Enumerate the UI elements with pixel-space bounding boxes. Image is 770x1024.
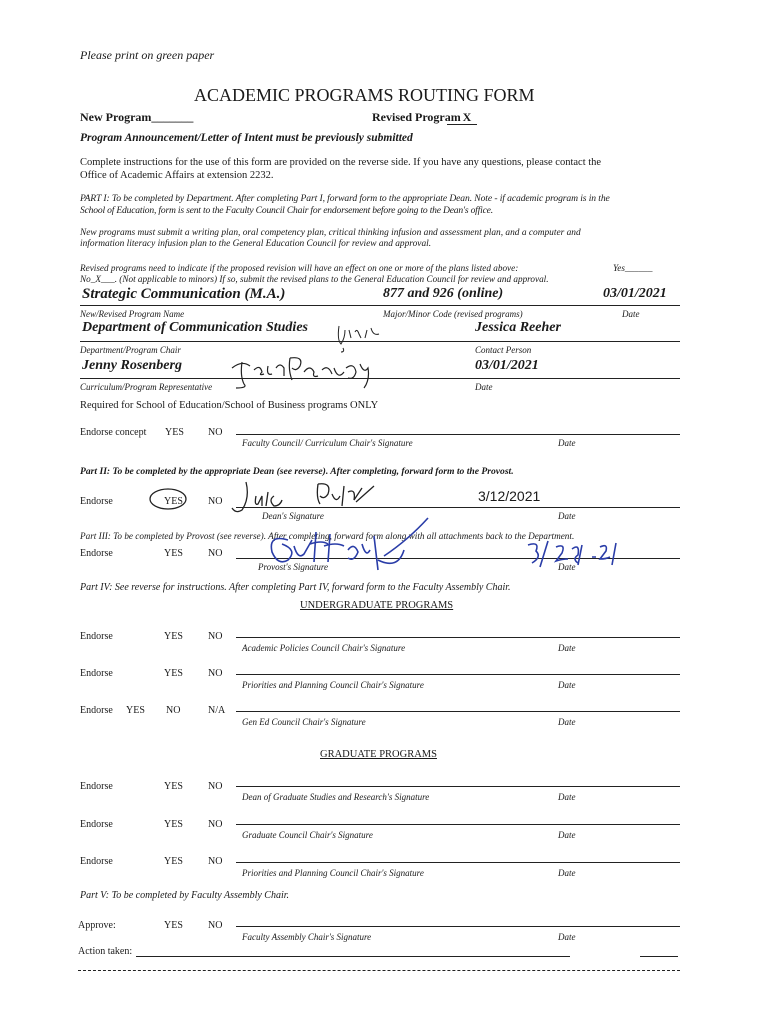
dean-grad-sig-label: Dean of Graduate Studies and Research's Signature [242,792,430,802]
dean-endorse-label: Endorse [80,496,113,507]
program-date-value[interactable]: 03/01/2021 [603,286,667,301]
ppc-sig-label: Priorities and Planning Council Chair's Signature [242,680,424,690]
grad-ppc-endorse-label: Endorse [80,856,113,867]
curriculum-rep-value[interactable]: Jenny Rosenberg [82,358,182,373]
grad-ppc-sig-label: Priorities and Planning Council Chair's Signature [242,868,424,878]
apc-yes[interactable]: YES [164,631,183,642]
revised-program-label: Revised Program [372,110,461,124]
approve-no[interactable]: NO [208,920,223,931]
curriculum-date-label: Date [475,382,493,392]
edu-required-note: Required for School of Education/School of Business programs ONLY [80,400,379,411]
ppc-no[interactable]: NO [208,668,223,679]
part5-heading: Part V: To be completed by Faculty Assembly Chair. [80,890,290,901]
newprog-line-2: information literacy infusion plan to the General Education Council for review and approval. [80,239,432,249]
curriculum-rep-signature [228,350,378,392]
gened-endorse-label: Endorse [80,705,113,716]
fa-date-label: Date [558,932,576,942]
gened-no[interactable]: NO [166,705,181,716]
apc-sig-label: Academic Policies Council Chair's Signature [242,643,406,653]
instructions-line-2: Office of Academic Affairs at extension 2232. [80,170,274,181]
chair-signature [333,318,383,354]
grad-ppc-no[interactable]: NO [208,856,223,867]
program-date-label: Date [622,309,640,319]
department-label: Department/Program Chair [80,345,181,355]
gened-sig-label: Gen Ed Council Chair's Signature [242,717,366,727]
dean-grad-yes[interactable]: YES [164,781,183,792]
grad-council-endorse-label: Endorse [80,819,113,830]
revised-line-2: No_X___. (Not applicable to minors) If so, submit the revised plans to the General Education Council for review and approval. [80,274,549,284]
dean-grad-endorse-label: Endorse [80,781,113,792]
ppc-endorse-label: Endorse [80,668,113,679]
endorse-concept-yes[interactable]: YES [165,427,184,438]
endorse-concept-no[interactable]: NO [208,427,223,438]
revised-program-mark[interactable]: X [462,110,472,124]
faculty-council-sig-label: Faculty Council/ Curriculum Chair's Signature [242,438,413,448]
instructions-line-1: Complete instructions for the use of this form are provided on the reverse side. If you have any questions, please contact the [80,157,602,168]
provost-signature [258,510,458,580]
gened-na[interactable]: N/A [208,705,226,716]
ppc-date-label: Date [558,680,576,690]
endorse-concept-label: Endorse concept [80,427,147,438]
revised-yes-field[interactable]: Yes______ [613,263,653,273]
dean-grad-no[interactable]: NO [208,781,223,792]
grad-ppc-yes[interactable]: YES [164,856,183,867]
grad-ppc-date-label: Date [558,868,576,878]
new-program-field[interactable]: New Program_______ [80,110,194,124]
department-value[interactable]: Department of Communication Studies [82,320,308,335]
dean-date-label: Date [558,511,576,521]
revised-line-1: Revised programs need to indicate if the proposed revision will have an effect on one or more of the plans listed above: [80,263,519,273]
gened-date-label: Date [558,717,576,727]
program-name-value[interactable]: Strategic Communication (M.A.) [82,286,286,302]
ppc-yes[interactable]: YES [164,668,183,679]
undergrad-heading: UNDERGRADUATE PROGRAMS [300,600,454,611]
part3-heading: Part III: To be completed by Provost (see reverse). After completing, forward form along with all attachments back to the Department. [80,531,575,541]
dean-date-value[interactable]: 3/12/2021 [478,488,541,504]
grad-council-date-label: Date [558,830,576,840]
newprog-line-1: New programs must submit a writing plan, oral competency plan, critical thinking infusion and assessment plan, and a computer and [80,228,581,238]
contact-person-label: Contact Person [475,345,532,355]
grad-council-yes[interactable]: YES [164,819,183,830]
curriculum-date-value[interactable]: 03/01/2021 [475,358,539,373]
prereq-note: Program Announcement/Letter of Intent must be previously submitted [80,132,413,144]
part1-line-1: PART I: To be completed by Department. After completing Part I, forward form to the appropriate Dean. Note - if academic program is in the [80,193,610,204]
part2-heading: Part II: To be completed by the appropriate Dean (see reverse). After completing, forward form to the Provost. [80,466,514,477]
faculty-council-date-label: Date [558,438,576,448]
approve-yes[interactable]: YES [164,920,183,931]
provost-endorse-label: Endorse [80,548,113,559]
program-code-value[interactable]: 877 and 926 (online) [383,286,504,301]
contact-person-value[interactable]: Jessica Reeher [475,320,561,335]
apc-date-label: Date [558,643,576,653]
program-code-label: Major/Minor Code (revised programs) [383,309,523,319]
print-note: Please print on green paper [80,48,215,62]
curriculum-rep-label: Curriculum/Program Representative [80,382,213,392]
action-taken-label: Action taken: [78,946,133,957]
yes-circle-mark [148,486,190,512]
program-name-label: New/Revised Program Name [80,309,185,319]
fa-sig-label: Faculty Assembly Chair's Signature [242,932,372,942]
part1-line-2: School of Education, form is sent to the Faculty Council Chair for endorsement before going to the Dean's office. [80,205,493,216]
apc-no[interactable]: NO [208,631,223,642]
dean-endorse-no[interactable]: NO [208,496,223,507]
grad-heading: GRADUATE PROGRAMS [320,749,437,760]
provost-endorse-no[interactable]: NO [208,548,223,559]
dean-endorse-yes[interactable]: YES [164,496,183,507]
dean-sig-label: Dean's Signature [262,511,324,521]
provost-date-label: Date [558,562,576,572]
part4-heading: Part IV: See reverse for instructions. After completing Part IV, forward form to the Faculty Assembly Chair. [80,582,511,593]
approve-label: Approve: [78,920,116,931]
provost-endorse-yes[interactable]: YES [164,548,183,559]
form-title: ACADEMIC PROGRAMS ROUTING FORM [194,85,535,105]
grad-council-no[interactable]: NO [208,819,223,830]
dean-grad-date-label: Date [558,792,576,802]
provost-date-handwriting [522,537,622,573]
provost-sig-label: Provost's Signature [258,562,329,572]
apc-endorse-label: Endorse [80,631,113,642]
gened-yes[interactable]: YES [126,705,145,716]
grad-council-sig-label: Graduate Council Chair's Signature [242,830,373,840]
